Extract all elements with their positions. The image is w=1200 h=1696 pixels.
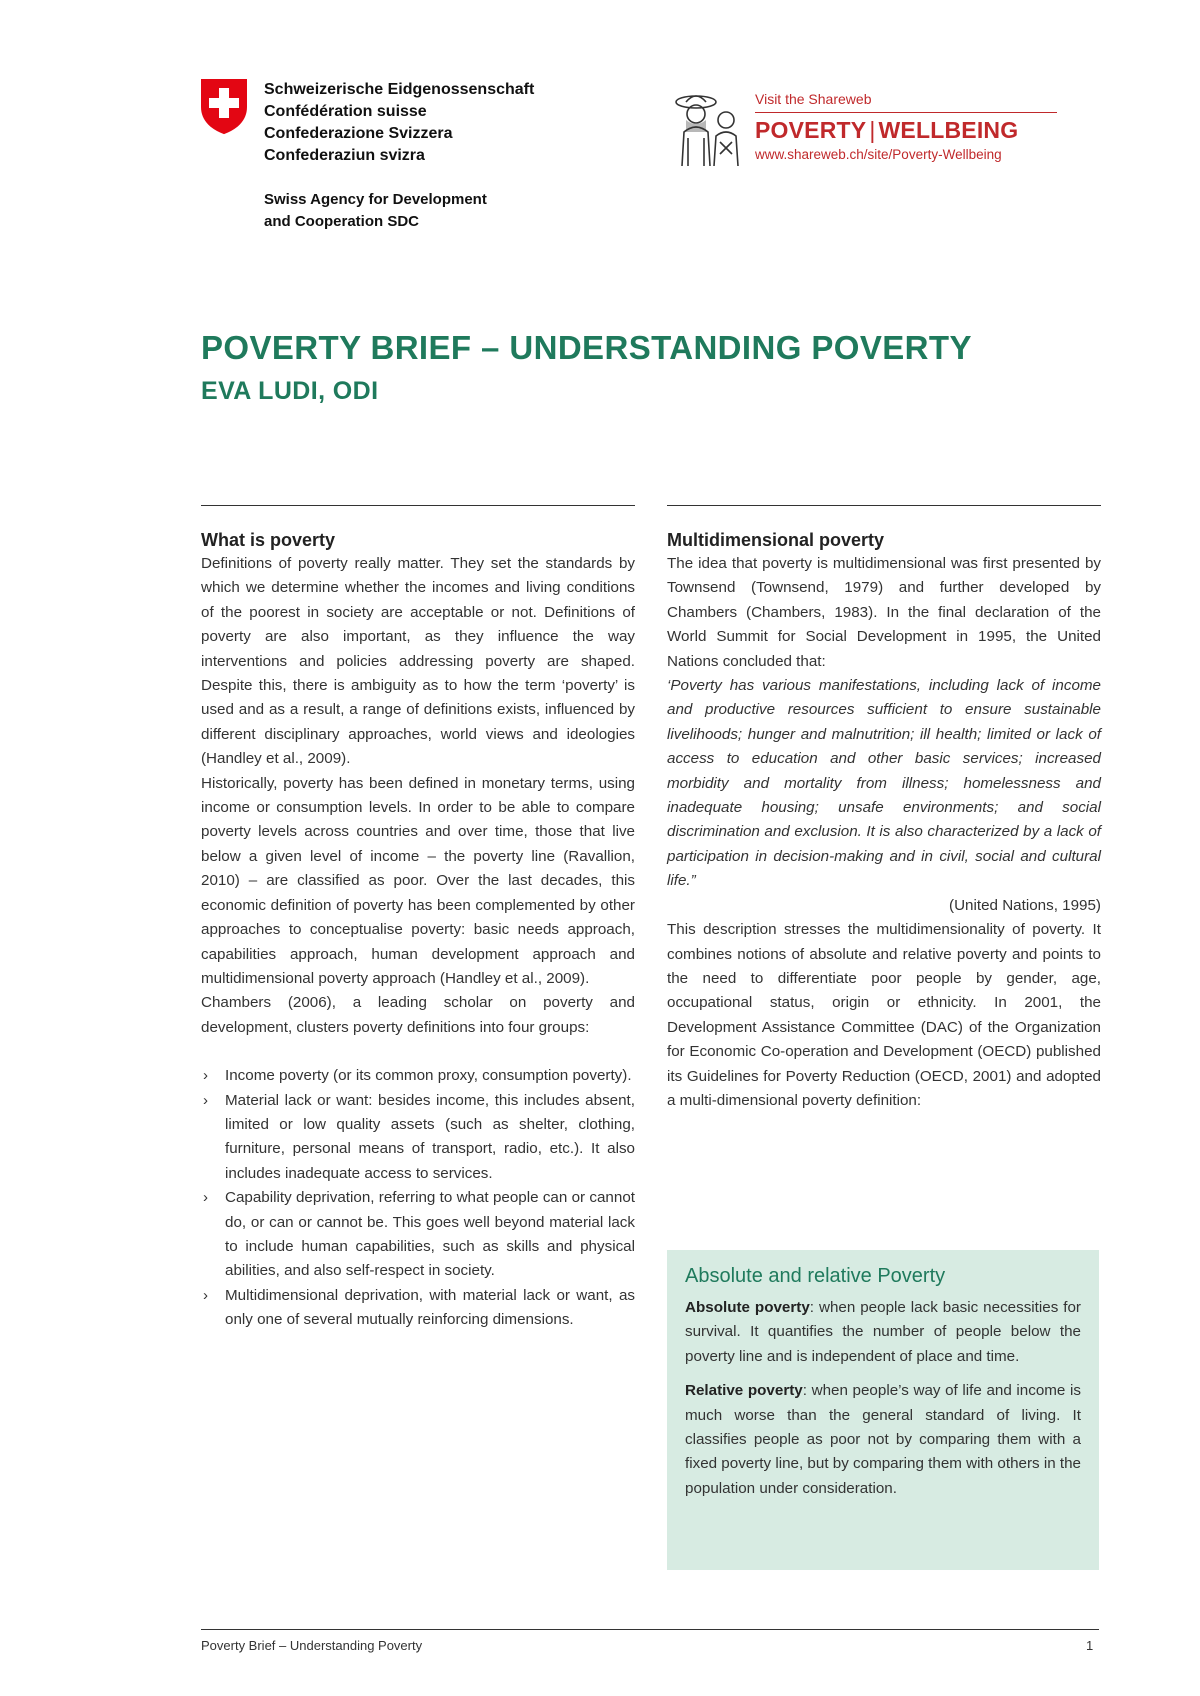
shareweb-title-left: POVERTY	[755, 117, 867, 143]
paragraph: Chambers (2006), a leading scholar on poverty and development, clusters poverty definitions into four groups:	[201, 994, 635, 1036]
left-column	[201, 505, 635, 1333]
list-item-text: Material lack or want: besides income, this includes absent, limited or low quality assets (such as shelter, clothing, furniture, personal means of transport, radio, etc.). It also includes inadequate access to services.	[225, 1091, 635, 1182]
shareweb-visit-text: Visit the Shareweb	[755, 91, 872, 107]
confederation-line: Confederazione Svizzera	[264, 125, 453, 142]
confederation-line: Confederaziun svizra	[264, 147, 425, 164]
paragraph: Historically, poverty has been defined in monetary terms, using income or consumption levels. In order to be able to compare poverty levels across countries and over time, those that live below a given level of income – the poverty line (Ravallion, 2010) – are classified as poor. Over the last decades, this economic definition of poverty has been complemented by other approaches to conceptualise poverty: basic needs approach, capabilities approach, human development approach and multidimensional poverty approach (Handley et al., 2009).	[201, 774, 635, 987]
shareweb-title-right: WELLBEING	[878, 117, 1019, 143]
list-item	[201, 1089, 635, 1187]
right-column	[667, 505, 1101, 1113]
box-heading: Absolute and relative Poverty	[685, 1265, 946, 1287]
relative-poverty-text: : when people’s way of life and income is much worse than the general standard of living. It classifies people as poor not by comparing them with a fixed poverty line, but by comparing them with others in the population under consideration.	[685, 1382, 1081, 1497]
swiss-coat-of-arms-icon	[199, 77, 249, 135]
section-heading-what-is-poverty: What is poverty	[201, 530, 336, 550]
bullet-chevron-icon: ›	[203, 1091, 208, 1109]
agency-line: and Cooperation SDC	[264, 213, 420, 230]
poverty-groups-list	[201, 1064, 635, 1332]
paragraph: Definitions of poverty really matter. They set the standards by which we determine whether the incomes and living conditions of the poorest in society are acceptable or not. Definitions of poverty are also important, as they influence the way interventions and policies addressing poverty are shaped. Despite this, there is ambiguity as to how the term ‘poverty’ is used and as a result, a range of definitions exists, influenced by different disciplinary approaches, world views and ideologies (Handley et al., 2009).	[201, 555, 635, 768]
confederation-names	[264, 79, 534, 167]
absolute-poverty-definition	[685, 1296, 1081, 1369]
confederation-line: Schweizerische Eidgenossenschaft	[264, 81, 535, 98]
agency-name	[264, 189, 487, 233]
document-author: EVA LUDI, ODI	[201, 377, 379, 405]
shareweb-title-separator: |	[869, 117, 876, 143]
footer-title: Poverty Brief – Understanding Poverty	[201, 1638, 423, 1653]
quote-citation: (United Nations, 1995)	[949, 896, 1101, 914]
shareweb-divider	[755, 112, 1057, 113]
paragraph: This description stresses the multidimensionality of poverty. It combines notions of absolute and relative poverty and points to the need to differentiate poor people by gender, age, occupational status, origin or ethnicity. In 2001, the Development Assistance Committee (DAC) of the Organization for Economic Co-operation and Development (OECD) published its Guidelines for Poverty Reduction (OECD, 2001) and adopted a multi-dimensional poverty definition:	[667, 921, 1101, 1109]
list-item	[201, 1064, 635, 1088]
bullet-chevron-icon: ›	[203, 1286, 208, 1304]
agency-line: Swiss Agency for Development	[264, 191, 487, 208]
absolute-relative-poverty-box	[667, 1250, 1099, 1570]
list-item	[201, 1284, 635, 1333]
shareweb-illustration-icon	[668, 88, 750, 168]
list-item-text: Income poverty (or its common proxy, consumption poverty).	[225, 1067, 632, 1085]
column-rule	[667, 505, 1101, 506]
list-item	[201, 1186, 635, 1284]
absolute-poverty-text: : when people lack basic necessities for survival. It quantifies the number of people below the poverty line and is independent of place and time.	[685, 1299, 1081, 1365]
list-item-text: Multidimensional deprivation, with material lack or want, as only one of several mutually reinforcing dimensions.	[225, 1286, 635, 1329]
confederation-line: Confédération suisse	[264, 103, 427, 120]
shareweb-title[interactable]	[755, 117, 1018, 144]
footer-rule	[201, 1629, 1099, 1630]
document-title: POVERTY BRIEF – UNDERSTANDING POVERTY	[201, 329, 972, 366]
list-item-text: Capability deprivation, referring to what people can or cannot do, or can or cannot be. This goes well beyond material lack to include human capabilities, such as skills and physical abilities, and also self-respect in society.	[225, 1189, 635, 1280]
bullet-chevron-icon: ›	[203, 1067, 208, 1085]
shareweb-url-link[interactable]: www.shareweb.ch/site/Poverty-Wellbeing	[755, 147, 1002, 162]
un-quote: ‘Poverty has various manifestations, including lack of income and productive resources sufficient to ensure sustainable livelihoods; hunger and malnutrition; ill health; limited or lack of access to education and other basic services; increased morbidity and mortality from illness; homelessness and inadequate housing; unsafe environments; and social discrimination and exclusion. It is also characterized by a lack of participation in decision-making and in civil, social and cultural life.”	[667, 677, 1101, 890]
page-number: 1	[1086, 1638, 1094, 1653]
column-rule	[201, 505, 635, 506]
paragraph: The idea that poverty is multidimensional was first presented by Townsend (Townsend, 1979) and further developed by Chambers (Chambers, 1983). In the final declaration of the World Summit for Social Development in 1995, the United Nations concluded that:	[667, 555, 1101, 670]
absolute-poverty-term: Absolute poverty	[685, 1299, 810, 1316]
relative-poverty-definition	[685, 1379, 1081, 1501]
relative-poverty-term: Relative poverty	[685, 1382, 803, 1400]
bullet-chevron-icon: ›	[203, 1189, 208, 1207]
section-heading-multidimensional-poverty: Multidimensional poverty	[667, 530, 885, 550]
